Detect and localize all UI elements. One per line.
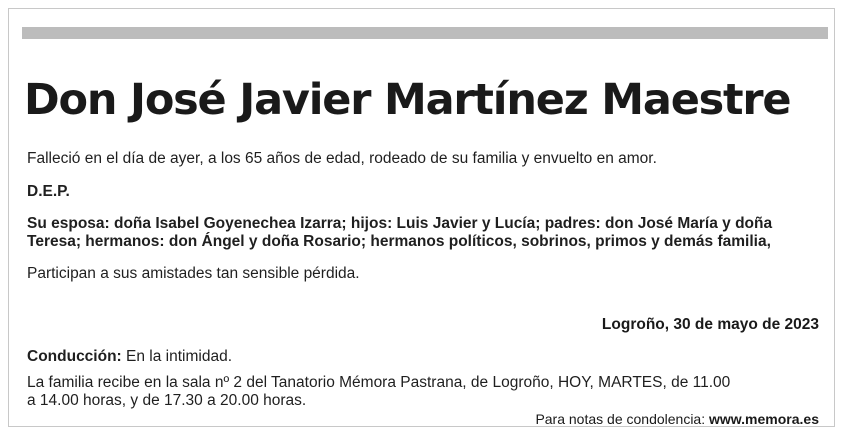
death-announcement: Falleció en el día de ayer, a los 65 años de edad, rodeado de su familia y envuelto en amor. [27,150,657,167]
conduccion-value: En la intimidad. [126,348,233,365]
top-rule [22,27,828,39]
place-date: Logroño, 30 de mayo de 2023 [601,316,819,333]
condolence-link[interactable]: www.memora.es [709,411,819,427]
visitation-line-1: La familia recibe en la sala nº 2 del Tanatorio Mémora Pastrana, de Logroño, HOY, MARTES, de 11.00 [27,374,731,391]
conduccion-line [27,348,232,366]
family-list-line-2: Teresa; hermanos: don Ángel y doña Rosario; hermanos políticos, sobrinos, primos y demás familia, [27,233,771,250]
visitation-line-2: a 14.00 horas, y de 17.30 a 20.00 horas. [27,392,307,409]
condolence-label: Para notas de condolencia: [535,411,706,427]
rest-in-peace: D.E.P. [27,183,70,200]
conduccion-label: Conducción: [27,348,122,365]
condolence-note [535,410,819,428]
deceased-name: Don José Javier Martínez Maestre [24,75,791,125]
participation-text: Participan a sus amistades tan sensible pérdida. [27,265,360,282]
family-list-line-1: Su esposa: doña Isabel Goyenechea Izarra; hijos: Luis Javier y Lucía; padres: don José María y doña [27,215,773,232]
